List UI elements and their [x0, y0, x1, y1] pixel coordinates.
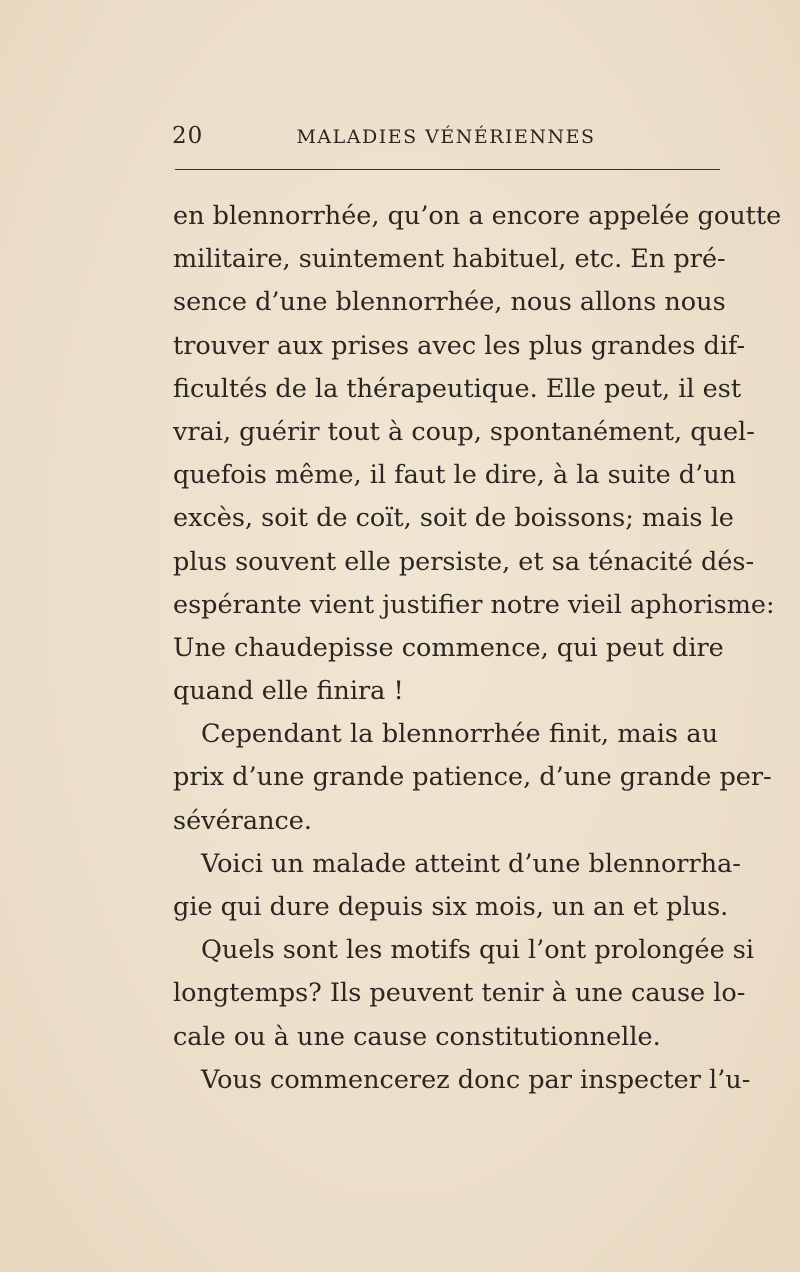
text-line: sence d’une blennorrhée, nous allons nous — [173, 287, 726, 318]
text-line: Une chaudepisse commence, qui peut dire — [173, 632, 724, 663]
text-line: excès, soit de coït, soit de boissons; mais le — [173, 503, 734, 534]
text-line: sévérance. — [173, 805, 312, 836]
text-line: vrai, guérir tout à coup, spontanément, quel- — [173, 416, 755, 447]
body-text — [173, 195, 782, 1102]
page-number: 20 — [172, 123, 204, 149]
running-title: MALADIES VÉNÉRIENNES — [296, 126, 596, 148]
text-line: gie qui dure depuis six mois, un an et plus. — [173, 892, 729, 922]
text-line: Quels sont les motifs qui l’ont prolongée si — [201, 935, 755, 966]
header-rule — [175, 169, 720, 170]
text-line: Cependant la blennorrhée finit, mais au — [201, 719, 718, 750]
text-line: longtemps? Ils peuvent tenir à une cause lo- — [173, 978, 746, 1009]
text-line: ficultés de la thérapeutique. Elle peut, il est — [173, 373, 742, 404]
text-line: en blennorrhée, qu’on a encore appelée goutte — [173, 201, 782, 231]
text-line: Voici un malade atteint d’une blennorrha- — [201, 848, 741, 879]
text-line: trouver aux prises avec les plus grandes dif- — [173, 330, 746, 361]
text-line: Vous commencerez donc par inspecter l’u- — [201, 1064, 751, 1095]
text-line: quand elle finira ! — [173, 676, 404, 707]
page-header — [172, 123, 720, 153]
text-line: militaire, suintement habituel, etc. En pré- — [173, 244, 726, 275]
text-line: espérante vient justifier notre vieil aphorisme: — [173, 589, 775, 620]
text-line: quefois même, il faut le dire, à la suite d’un — [173, 460, 737, 491]
text-line: prix d’une grande patience, d’une grande per- — [173, 762, 772, 793]
text-line: cale ou à une cause constitutionnelle. — [173, 1021, 661, 1052]
text-line: plus souvent elle persiste, et sa ténacité dés- — [173, 546, 755, 577]
